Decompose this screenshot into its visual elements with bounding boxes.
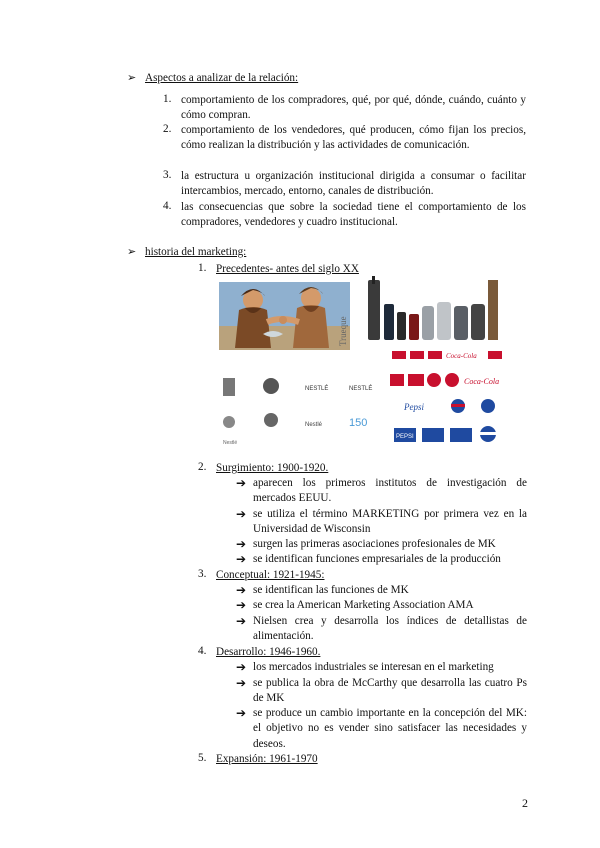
coke-pepsi-logos-image [388, 370, 510, 452]
barter-illustration [219, 282, 350, 350]
phones-evolution-image [364, 276, 500, 346]
period-number: 5. [198, 752, 207, 764]
arrow-right-icon: ➔ [236, 552, 247, 566]
coke-logo-text: Coca-Cola [464, 377, 500, 386]
list-item: la estructura u organización institucional dirigida a consumar o facilitar intercambios, mercado, entorno, canales de distribución. [181, 170, 526, 198]
bullet-arrow-icon: ➢ [127, 72, 137, 84]
nestle-logo-text: NESTLÉ [349, 386, 373, 392]
coke-logo-row-small [392, 348, 504, 362]
svg-text:Pepsi: Pepsi [404, 402, 424, 412]
nestle-150-text: 150 [349, 417, 368, 429]
nestle-logos-image [219, 374, 384, 450]
list-item: comportamiento de los vendedores, qué producen, cómo fijan los precios, cómo realizan la distribución y las actividades de comunicación. [181, 124, 526, 152]
bullet-item: se utiliza el término MARKETING por primera vez en la Universidad de Wisconsin [253, 508, 527, 536]
bullet-item: se identifican funciones empresariales de la producción [253, 553, 501, 565]
arrow-right-icon: ➔ [236, 660, 247, 674]
arrow-right-icon: ➔ [236, 706, 247, 720]
arrow-right-icon: ➔ [236, 676, 247, 690]
pepsi-logo-text: PEPSI [396, 434, 414, 440]
bullet-item: se crea la American Marketing Association AMA [253, 599, 474, 611]
list-item: las consecuencias que sobre la sociedad tiene el comportamiento de los compradores, vendedores y cuadro institucional. [181, 201, 526, 229]
list-item: comportamiento de los compradores, qué, por qué, dónde, cuándo, cuánto y cómo compran. [181, 94, 526, 122]
period-title: Conceptual: 1921-1945: [216, 569, 325, 581]
period-number: 2. [198, 461, 207, 473]
nestle-logo-text: Nestlé [223, 440, 238, 446]
bullet-item: se produce un cambio importante en la concepción del MK: el objetivo no es vender sino satisfacer las necesidades y deseos. [253, 707, 527, 750]
arrow-right-icon: ➔ [236, 614, 247, 628]
period-number: 3. [198, 568, 207, 580]
nestle-logo-text: Nestlé [305, 422, 323, 428]
bullet-item: se identifican las funciones de MK [253, 584, 409, 596]
arrow-right-icon: ➔ [236, 537, 247, 551]
period-title: Precedentes- antes del siglo XX [216, 263, 359, 275]
period-title: Expansión: 1961-1970 [216, 753, 318, 765]
nestle-logo-text: NESTLÉ [305, 386, 329, 392]
period-title: Surgimiento: 1900-1920. [216, 462, 329, 474]
page-number: 2 [522, 796, 528, 810]
trueque-text: Trueque [338, 316, 348, 346]
period-number: 1. [198, 262, 207, 274]
arrow-right-icon: ➔ [236, 583, 247, 597]
bullet-item: Nielsen crea y desarrolla los índices de detallistas de alimentación. [253, 615, 527, 643]
section-heading-aspectos: Aspectos a analizar de la relación: [145, 72, 299, 84]
list-number: 3. [163, 169, 172, 181]
list-number: 1. [163, 93, 172, 105]
arrow-right-icon: ➔ [236, 476, 247, 490]
coke-logo-text: Coca-Cola [446, 352, 477, 360]
bullet-item: se publica la obra de McCarthy que desarrolla las cuatro Ps de MK [253, 677, 527, 705]
bullet-item: los mercados industriales se interesan en el marketing [253, 661, 494, 673]
section-heading-historia: historia del marketing: [145, 246, 247, 258]
bullet-arrow-icon: ➢ [127, 246, 137, 258]
bullet-item: surgen las primeras asociaciones profesionales de MK [253, 538, 496, 550]
trueque-label [336, 296, 350, 348]
period-number: 4. [198, 645, 207, 657]
bullet-item: aparecen los primeros institutos de investigación de mercados EEUU. [253, 477, 527, 505]
list-number: 2. [163, 123, 172, 135]
arrow-right-icon: ➔ [236, 507, 247, 521]
arrow-right-icon: ➔ [236, 598, 247, 612]
list-number: 4. [163, 200, 172, 212]
period-title: Desarrollo: 1946-1960. [216, 646, 321, 658]
